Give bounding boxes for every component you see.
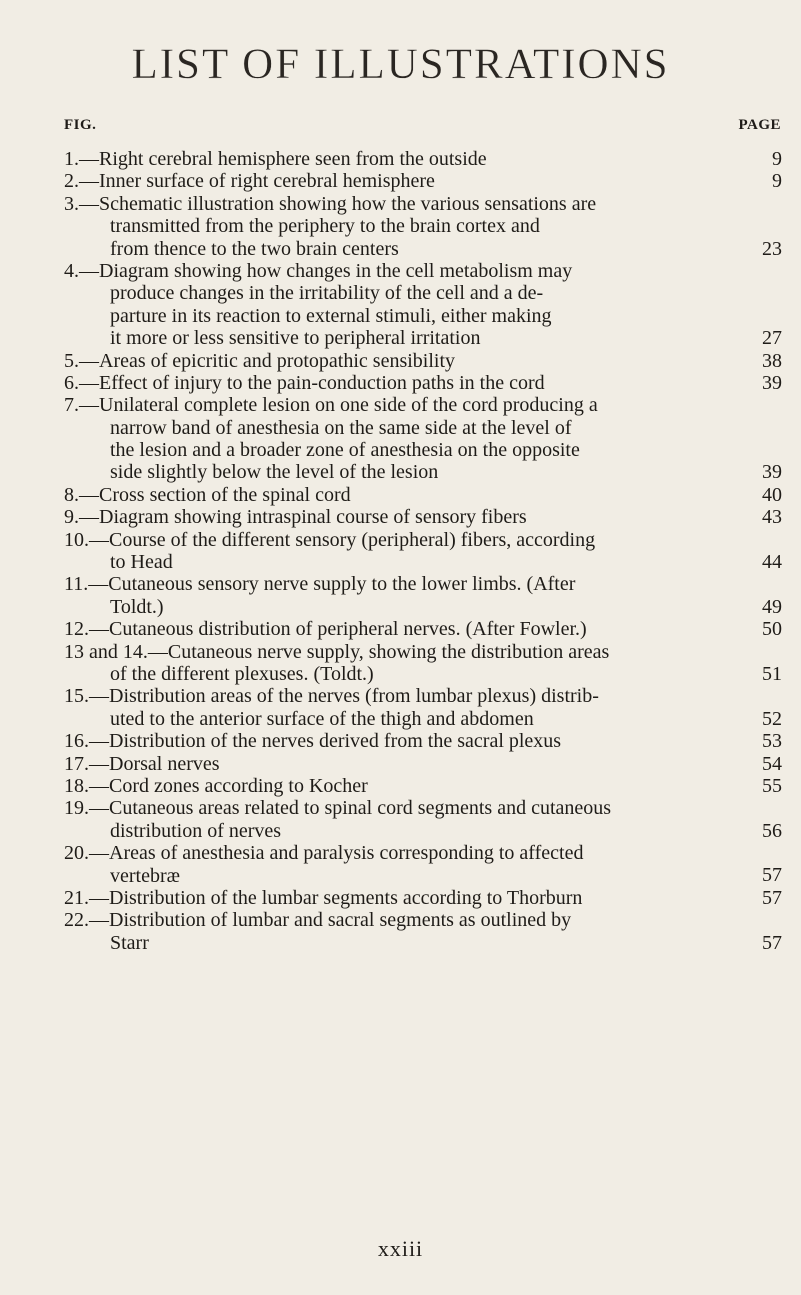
entry-text: parture in its reaction to external stimuli, either making bbox=[110, 304, 552, 327]
entry-text: narrow band of anesthesia on the same side at the level of bbox=[110, 416, 572, 439]
list-item bbox=[64, 506, 782, 528]
page-title: LIST OF ILLUSTRATIONS bbox=[131, 41, 670, 88]
entry-text: 3.—Schematic illustration showing how the various sensations are bbox=[64, 192, 597, 215]
entry-line bbox=[64, 730, 782, 752]
page-number: 43 bbox=[762, 506, 782, 529]
entry-line bbox=[64, 350, 782, 372]
entry-line bbox=[64, 215, 782, 237]
illustrations-list bbox=[64, 148, 782, 954]
entry-line bbox=[64, 461, 782, 483]
entry-text: 21.—Distribution of the lumbar segments according to Thorburn bbox=[64, 886, 583, 909]
entry-text: 17.—Dorsal nerves bbox=[64, 752, 220, 775]
entry-line bbox=[64, 641, 782, 663]
list-item bbox=[64, 148, 782, 170]
list-item bbox=[64, 775, 782, 797]
page-number: 52 bbox=[762, 707, 782, 730]
page-number: 56 bbox=[762, 819, 782, 842]
entry-text: vertebræ bbox=[110, 864, 180, 887]
page-number: 50 bbox=[762, 618, 782, 641]
page-number: 51 bbox=[762, 662, 782, 685]
entry-line bbox=[64, 193, 782, 215]
page-number: 53 bbox=[762, 730, 782, 753]
entry-line bbox=[64, 260, 782, 282]
entry-line bbox=[64, 305, 782, 327]
entry-text: distribution of nerves bbox=[110, 819, 282, 842]
entry-line bbox=[64, 842, 782, 864]
entry-line bbox=[64, 439, 782, 461]
entry-text: 18.—Cord zones according to Kocher bbox=[64, 774, 368, 797]
page-number: 55 bbox=[762, 774, 782, 797]
entry-line bbox=[64, 551, 782, 573]
entry-text: 4.—Diagram showing how changes in the cell metabolism may bbox=[64, 259, 573, 282]
page-number: 9 bbox=[772, 147, 782, 170]
entry-text: 7.—Unilateral complete lesion on one side of the cord producing a bbox=[64, 394, 598, 417]
entry-text: of the different plexuses. (Toldt.) bbox=[110, 662, 374, 685]
entry-text: from thence to the two brain centers bbox=[110, 237, 399, 260]
entry-text: the lesion and a broader zone of anesthesia on the opposite bbox=[110, 439, 580, 462]
list-item bbox=[64, 641, 782, 686]
page-number: 57 bbox=[762, 886, 782, 909]
page-number: 57 bbox=[762, 864, 782, 887]
entry-text: it more or less sensitive to peripheral irritation bbox=[110, 327, 481, 350]
entry-text: to Head bbox=[110, 551, 173, 574]
entry-line bbox=[64, 820, 782, 842]
fig-column-header: FIG. bbox=[64, 117, 97, 133]
entry-text: 8.—Cross section of the spinal cord bbox=[64, 483, 351, 506]
entry-line bbox=[64, 372, 782, 394]
entry-text: produce changes in the irritability of the cell and a de- bbox=[110, 282, 544, 305]
entry-line bbox=[64, 506, 782, 528]
entry-text: 19.—Cutaneous areas related to spinal cord segments and cutaneous bbox=[64, 797, 612, 820]
list-item bbox=[64, 573, 782, 618]
entry-line bbox=[64, 327, 782, 349]
entry-text: 9.—Diagram showing intraspinal course of sensory fibers bbox=[64, 506, 527, 529]
list-item bbox=[64, 685, 782, 730]
entry-text: 5.—Areas of epicritic and protopathic sensibility bbox=[64, 349, 456, 372]
entry-line bbox=[64, 909, 782, 931]
entry-text: Toldt.) bbox=[110, 595, 164, 618]
entry-line bbox=[64, 282, 782, 304]
entry-line bbox=[64, 753, 782, 775]
entry-line bbox=[64, 708, 782, 730]
list-item bbox=[64, 842, 782, 887]
entry-text: 20.—Areas of anesthesia and paralysis corresponding to affected bbox=[64, 842, 584, 865]
entry-text: 6.—Effect of injury to the pain-conduction paths in the cord bbox=[64, 371, 545, 394]
list-item bbox=[64, 484, 782, 506]
page-number: 39 bbox=[762, 371, 782, 394]
list-item bbox=[64, 170, 782, 192]
list-item bbox=[64, 350, 782, 372]
list-item bbox=[64, 730, 782, 752]
entry-text: side slightly below the level of the lesion bbox=[110, 461, 439, 484]
page-number: 57 bbox=[762, 931, 782, 954]
entry-line bbox=[64, 887, 782, 909]
entry-line bbox=[64, 685, 782, 707]
entry-text: 13 and 14.—Cutaneous nerve supply, showing the distribution areas bbox=[64, 640, 610, 663]
page-number: 44 bbox=[762, 551, 782, 574]
entry-text: 12.—Cutaneous distribution of peripheral nerves. (After Fowler.) bbox=[64, 618, 587, 641]
entry-line bbox=[64, 238, 782, 260]
entry-line bbox=[64, 484, 782, 506]
entry-line bbox=[64, 663, 782, 685]
entry-line bbox=[64, 596, 782, 618]
page-number: 9 bbox=[772, 170, 782, 193]
entry-text: Starr bbox=[110, 931, 149, 954]
entry-line bbox=[64, 797, 782, 819]
list-item bbox=[64, 372, 782, 394]
page-number: 39 bbox=[762, 461, 782, 484]
list-item bbox=[64, 394, 782, 484]
entry-line bbox=[64, 529, 782, 551]
entry-line bbox=[64, 170, 782, 192]
entry-text: 2.—Inner surface of right cerebral hemisphere bbox=[64, 170, 435, 193]
entry-line bbox=[64, 932, 782, 954]
page-number: 54 bbox=[762, 752, 782, 775]
list-item bbox=[64, 797, 782, 842]
page-number: 27 bbox=[762, 327, 782, 350]
entry-text: 11.—Cutaneous sensory nerve supply to the lower limbs. (After bbox=[64, 573, 576, 596]
entry-line bbox=[64, 775, 782, 797]
page-number-footer: xxiii bbox=[377, 1236, 424, 1261]
list-item bbox=[64, 618, 782, 640]
entry-text: 22.—Distribution of lumbar and sacral segments as outlined by bbox=[64, 909, 572, 932]
entry-text: 1.—Right cerebral hemisphere seen from the outside bbox=[64, 148, 487, 170]
entry-text: 15.—Distribution areas of the nerves (from lumbar plexus) distrib- bbox=[64, 685, 599, 708]
list-item bbox=[64, 260, 782, 350]
list-item bbox=[64, 887, 782, 909]
page-number: 38 bbox=[762, 349, 782, 372]
list-item bbox=[64, 193, 782, 260]
entry-line bbox=[64, 394, 782, 416]
entry-line bbox=[64, 865, 782, 887]
entry-line bbox=[64, 417, 782, 439]
page-number: 23 bbox=[762, 237, 782, 260]
entry-line bbox=[64, 573, 782, 595]
entry-text: 10.—Course of the different sensory (peripheral) fibers, according bbox=[64, 528, 596, 551]
page-column-header: PAGE bbox=[738, 117, 781, 133]
list-item bbox=[64, 909, 782, 954]
list-item bbox=[64, 529, 782, 574]
entry-line bbox=[64, 148, 782, 170]
entry-text: transmitted from the periphery to the brain cortex and bbox=[110, 215, 540, 238]
list-item bbox=[64, 753, 782, 775]
page-number: 40 bbox=[762, 483, 782, 506]
entry-text: 16.—Distribution of the nerves derived from the sacral plexus bbox=[64, 730, 562, 753]
entry-text: uted to the anterior surface of the thigh and abdomen bbox=[110, 707, 534, 730]
entry-line bbox=[64, 618, 782, 640]
page-number: 49 bbox=[762, 595, 782, 618]
